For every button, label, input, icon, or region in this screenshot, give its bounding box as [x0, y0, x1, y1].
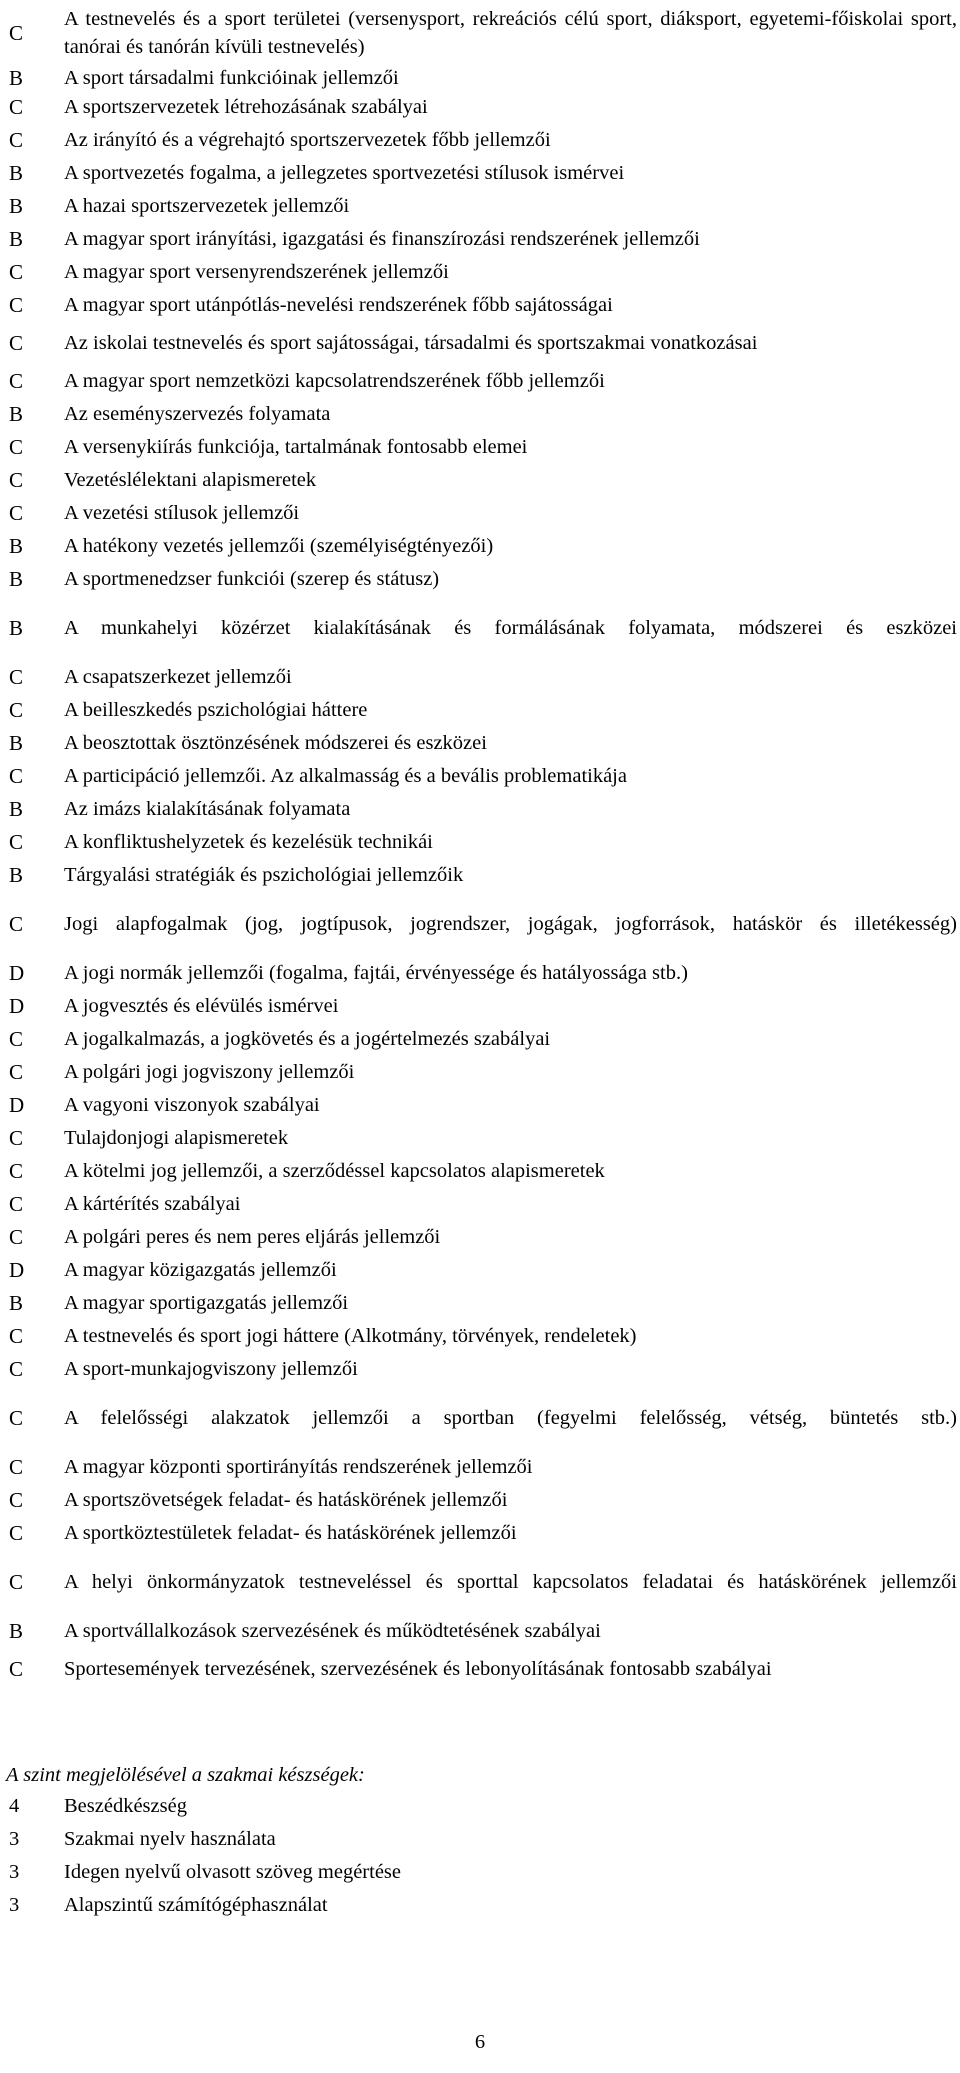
row-text: Sportesemények tervezésének, szervezésének és lebonyolításának fontosabb szabályai: [64, 1657, 772, 1680]
table-row: [0, 1319, 960, 1352]
grade-letter: C: [9, 697, 24, 722]
list-item: [0, 1823, 960, 1856]
row-text: A sportvállalkozások szervezésének és működtetésének szabályai: [64, 1619, 601, 1642]
skill-level: 4: [9, 1795, 20, 1817]
grade-letter: C: [9, 1323, 24, 1348]
table-row: [0, 1614, 960, 1647]
grade-letter: C: [9, 434, 24, 459]
skill-text: Idegen nyelvű olvasott szöveg megértése: [64, 1861, 401, 1883]
grade-letter: C: [9, 500, 24, 525]
row-text: A kártérítés szabályai: [64, 1192, 241, 1215]
page-number: 6: [474, 2031, 486, 2053]
grade-letter: C: [9, 94, 24, 119]
table-row: [0, 364, 960, 397]
table-row: [0, 1253, 960, 1286]
grade-letter: C: [9, 1487, 24, 1512]
grade-letter: B: [9, 65, 24, 90]
row-text: A vezetési stílusok jellemzői: [64, 501, 300, 524]
row-text: A felelősségi alakzatok jellemzői a sportban (fegyelmi felelősség, vétség, büntetés stb.): [64, 1406, 957, 1429]
grade-letter: C: [9, 292, 24, 317]
row-text: A versenykiírás funkciója, tartalmának fontosabb elemei: [64, 435, 528, 458]
table-row: [0, 1516, 960, 1549]
table-row: [0, 397, 960, 430]
row-text: A jogalkalmazás, a jogkövetés és a jogértelmezés szabályai: [64, 1027, 551, 1050]
row-text: A hazai sportszervezetek jellemzői: [64, 194, 350, 217]
row-text: A munkahelyi közérzet kialakításának és formálásának folyamata, módszerei és eszközei: [64, 616, 957, 639]
row-text: A sportmenedzser funkciói (szerep és státusz): [64, 567, 440, 590]
row-text: A magyar sport nemzetközi kapcsolatrendszerének főbb jellemzői: [64, 369, 605, 392]
table-row: [0, 693, 960, 726]
table-row: [0, 1154, 960, 1187]
table-row: [0, 189, 960, 222]
list-item: [0, 1889, 960, 1922]
grade-letter: C: [9, 20, 24, 45]
table-row: [0, 595, 960, 660]
row-text: A beilleszkedés pszichológiai háttere: [64, 698, 368, 721]
row-text: A kötelmi jog jellemzői, a szerződéssel kapcsolatos alapismeretek: [64, 1159, 605, 1182]
table-row: [0, 1121, 960, 1154]
table-row: [0, 222, 960, 255]
grade-letter: D: [9, 1257, 25, 1282]
row-text: Tulajdonjogi alapismeretek: [64, 1126, 289, 1149]
row-text: A polgári jogi jogviszony jellemzői: [64, 1060, 355, 1083]
table-row: [0, 288, 960, 321]
grade-letter: C: [9, 368, 24, 393]
skill-text: Szakmai nyelv használata: [64, 1828, 276, 1850]
grade-letter: C: [9, 1569, 24, 1594]
table-row: [0, 660, 960, 693]
list-item: [0, 1856, 960, 1889]
table-row: [0, 1286, 960, 1319]
grade-letter: B: [9, 160, 24, 185]
grade-letter: C: [9, 829, 24, 854]
row-text: Tárgyalási stratégiák és pszichológiai jellemzőik: [64, 863, 464, 886]
grade-letter: C: [9, 1191, 24, 1216]
grade-letter: B: [9, 862, 24, 887]
table-row: [0, 825, 960, 858]
grade-letter: B: [9, 193, 24, 218]
row-text: A jogi normák jellemzői (fogalma, fajtái, érvényessége és hatályossága stb.): [64, 961, 688, 984]
grade-letter: B: [9, 566, 24, 591]
table-row: [0, 65, 960, 90]
grade-letter: D: [9, 960, 25, 985]
table-row: [0, 1549, 960, 1614]
row-text: A konfliktushelyzetek és kezelésük technikái: [64, 830, 433, 853]
grade-letter: C: [9, 1158, 24, 1183]
table-row: [0, 989, 960, 1022]
grade-letter: C: [9, 467, 24, 492]
table-row: [0, 1450, 960, 1483]
table-row: [0, 496, 960, 529]
grade-letter: B: [9, 615, 24, 640]
skill-level: 3: [9, 1828, 20, 1850]
row-text: A jogvesztés és elévülés ismérvei: [64, 994, 339, 1017]
row-text: A sportvezetés fogalma, a jellegzetes sportvezetési stílusok ismérvei: [64, 161, 625, 184]
table-row: [0, 1483, 960, 1516]
table-row: [0, 156, 960, 189]
skills-list: [0, 1790, 960, 1922]
grade-letter: B: [9, 1290, 24, 1315]
grade-letter: C: [9, 330, 24, 355]
table-row: [0, 0, 960, 65]
row-text: A magyar központi sportirányítás rendszerének jellemzői: [64, 1455, 533, 1478]
grade-letter: B: [9, 796, 24, 821]
grade-letter: C: [9, 127, 24, 152]
grade-letter: C: [9, 664, 24, 689]
row-text: A sportszövetségek feladat- és hatáskörének jellemzői: [64, 1488, 508, 1511]
table-row: [0, 1088, 960, 1121]
table-row: [0, 562, 960, 595]
table-row: [0, 123, 960, 156]
row-text: A sportszervezetek létrehozásának szabályai: [64, 95, 428, 118]
row-text: Az imázs kialakításának folyamata: [64, 797, 351, 820]
grade-letter: C: [9, 259, 24, 284]
table-row: [0, 1187, 960, 1220]
table-row: [0, 1022, 960, 1055]
row-text: A sportköztestületek feladat- és hatáskörének jellemzői: [64, 1521, 517, 1544]
table-row: [0, 321, 960, 364]
grade-letter: C: [9, 1656, 24, 1681]
row-text: A testnevelés és sport jogi háttere (Alkotmány, törvények, rendeletek): [64, 1324, 637, 1347]
table-row: [0, 956, 960, 989]
row-text: A polgári peres és nem peres eljárás jellemzői: [64, 1225, 441, 1248]
table-row: [0, 858, 960, 891]
row-text: A hatékony vezetés jellemzői (személyiségtényezői): [64, 534, 494, 557]
row-text: A magyar közigazgatás jellemzői: [64, 1258, 337, 1281]
skill-level: 3: [9, 1861, 20, 1883]
table-row: [0, 255, 960, 288]
grade-letter: C: [9, 911, 24, 936]
row-text: A helyi önkormányzatok testneveléssel és sporttal kapcsolatos feladatai és hatáskörének jellemzői: [64, 1570, 957, 1593]
row-text: A csapatszerkezet jellemzői: [64, 665, 292, 688]
row-text: Az irányító és a végrehajtó sportszervezetek főbb jellemzői: [64, 128, 551, 151]
grade-letter: D: [9, 993, 25, 1018]
table-row: [0, 1352, 960, 1385]
skill-text: Alapszintű számítógéphasználat: [64, 1894, 328, 1916]
row-text: Vezetéslélektani alapismeretek: [64, 468, 317, 491]
skills-section-title: A szint megjelölésével a szakmai készségek:: [6, 1764, 365, 1786]
skill-level: 3: [9, 1894, 20, 1916]
table-row: [0, 1385, 960, 1450]
row-text: Az eseményszervezés folyamata: [64, 402, 331, 425]
row-text: A beosztottak ösztönzésének módszerei és eszközei: [64, 731, 487, 754]
grade-letter: C: [9, 1520, 24, 1545]
grade-letter: C: [9, 1224, 24, 1249]
row-text: A magyar sportigazgatás jellemzői: [64, 1291, 349, 1314]
table-row: [0, 90, 960, 123]
row-text: A magyar sport irányítási, igazgatási és finanszírozási rendszerének jellemzői: [64, 227, 700, 250]
grade-letter: C: [9, 1405, 24, 1430]
table-row: [0, 792, 960, 825]
grade-letter: C: [9, 763, 24, 788]
skill-text: Beszédkészség: [64, 1795, 187, 1817]
row-text: Jogi alapfogalmak (jog, jogtípusok, jogrendszer, jogágak, jogforrások, hatáskör és illetékesség): [64, 912, 957, 935]
grade-letter: D: [9, 1092, 25, 1117]
table-row: [0, 726, 960, 759]
row-text: A sport-munkajogviszony jellemzői: [64, 1357, 358, 1380]
table-row: [0, 529, 960, 562]
grade-letter: C: [9, 1356, 24, 1381]
table-row: [0, 430, 960, 463]
table-row: [0, 1055, 960, 1088]
row-text: A magyar sport utánpótlás-nevelési rendszerének főbb sajátosságai: [64, 293, 613, 316]
grade-letter: C: [9, 1125, 24, 1150]
table-row: [0, 759, 960, 792]
grade-letter: C: [9, 1026, 24, 1051]
table-row: [0, 1647, 960, 1690]
row-text: A vagyoni viszonyok szabályai: [64, 1093, 320, 1116]
grade-letter: B: [9, 401, 24, 426]
row-text: Az iskolai testnevelés és sport sajátosságai, társadalmi és sportszakmai vonatkozásai: [64, 331, 758, 354]
list-item: [0, 1790, 960, 1823]
grade-letter: C: [9, 1059, 24, 1084]
table-row: [0, 463, 960, 496]
row-text: A participáció jellemzői. Az alkalmasság és a bevális problematikája: [64, 764, 627, 787]
grade-letter: B: [9, 1618, 24, 1643]
grade-letter: B: [9, 730, 24, 755]
row-text: A testnevelés és a sport területei (versenysport, rekreációs célú sport, diáksport, egyetemi-főiskolai sport, tanórai és tanórán kívüli testnevelés): [64, 7, 957, 58]
grade-letter: B: [9, 533, 24, 558]
table-row: [0, 891, 960, 956]
row-text: A sport társadalmi funkcióinak jellemzői: [64, 66, 399, 89]
grade-letter: C: [9, 1454, 24, 1479]
grade-letter: B: [9, 226, 24, 251]
table-row: [0, 1220, 960, 1253]
row-text: A magyar sport versenyrendszerének jellemzői: [64, 260, 449, 283]
